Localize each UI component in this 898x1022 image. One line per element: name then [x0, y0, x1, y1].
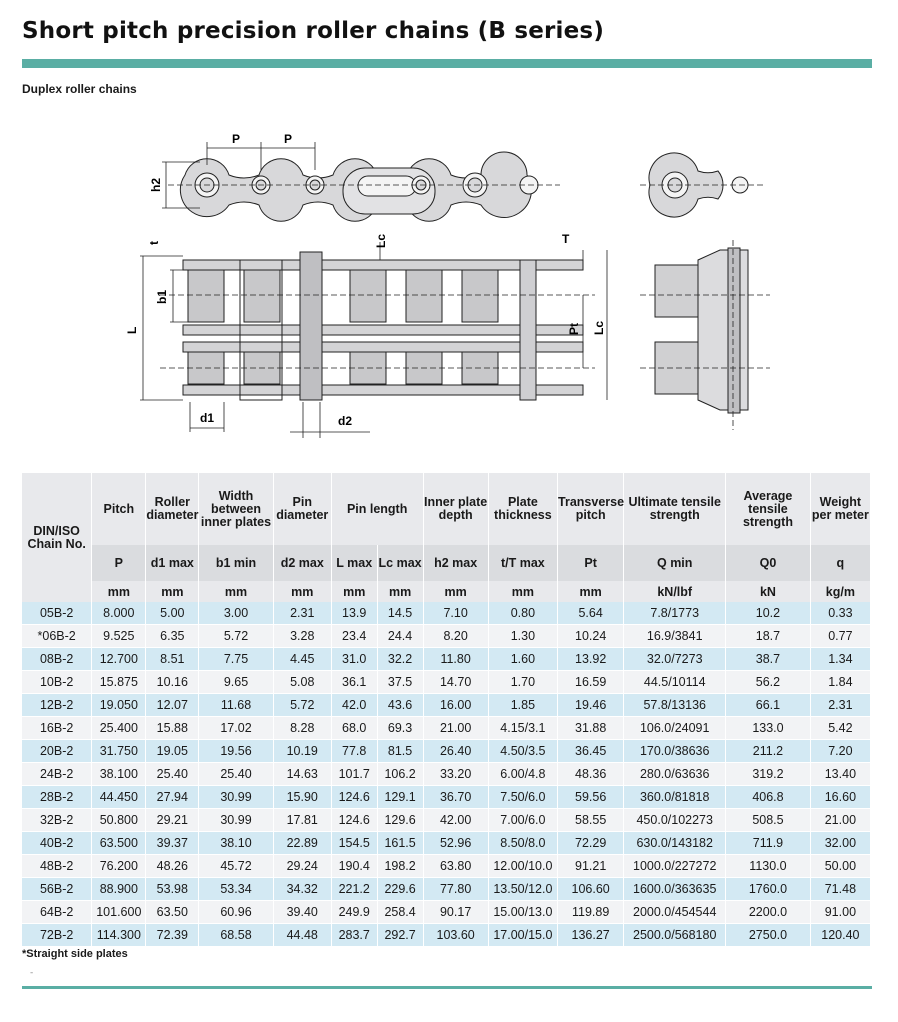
- table-cell: 450.0/102273: [624, 809, 726, 832]
- table-row: [22, 717, 871, 740]
- table-cell: 114.300: [92, 924, 146, 947]
- header-transverse-pitch: Transverse pitch: [558, 473, 624, 545]
- table-cell: 88.900: [92, 878, 146, 901]
- table-cell: 5.72: [199, 625, 273, 648]
- table-row: [22, 901, 871, 924]
- table-cell: 52.96: [424, 832, 489, 855]
- table-cell: 36.1: [332, 671, 378, 694]
- table-cell: 33.20: [424, 763, 489, 786]
- table-cell: 69.3: [378, 717, 424, 740]
- table-cell: 16.00: [424, 694, 489, 717]
- table-cell: 8.50/8.0: [489, 832, 558, 855]
- table-cell: 7.10: [424, 602, 489, 625]
- table-cell: 63.500: [92, 832, 146, 855]
- table-cell: 280.0/63636: [624, 763, 726, 786]
- table-cell: 22.89: [274, 832, 332, 855]
- table-cell: 53.34: [199, 878, 273, 901]
- table-row: [22, 832, 871, 855]
- table-cell: 292.7: [378, 924, 424, 947]
- table-cell: 72.29: [558, 832, 624, 855]
- diagram-label-Pt: Pt: [567, 323, 581, 335]
- table-cell: 106.60: [558, 878, 624, 901]
- table-cell: 8.000: [92, 602, 146, 625]
- table-cell: 10.2: [726, 602, 811, 625]
- table-cell: 258.4: [378, 901, 424, 924]
- table-cell: 4.45: [274, 648, 332, 671]
- header-width-between-plates: Width between inner plates: [199, 473, 273, 545]
- header-pin-diameter: Pin diameter: [274, 473, 332, 545]
- diagram-label-p2: P: [284, 132, 293, 146]
- table-cell: 45.72: [199, 855, 273, 878]
- table-cell: 5.00: [146, 602, 199, 625]
- chain-no-cell: 28B-2: [22, 786, 92, 809]
- bottom-accent-bar: [22, 986, 872, 989]
- table-cell: 2200.0: [726, 901, 811, 924]
- diagram-label-p1: P: [232, 132, 241, 146]
- chain-no-cell: 40B-2: [22, 832, 92, 855]
- table-cell: 106.0/24091: [624, 717, 726, 740]
- table-cell: 24.4: [378, 625, 424, 648]
- table-cell: 30.99: [199, 786, 273, 809]
- table-cell: 124.6: [332, 786, 378, 809]
- chain-no-cell: 16B-2: [22, 717, 92, 740]
- table-cell: 60.96: [199, 901, 273, 924]
- table-cell: 11.68: [199, 694, 273, 717]
- table-row: [22, 878, 871, 901]
- unit-cell: mm: [274, 581, 332, 602]
- table-cell: 283.7: [332, 924, 378, 947]
- section-subtitle: Duplex roller chains: [22, 82, 137, 96]
- table-cell: 25.40: [146, 763, 199, 786]
- table-cell: 43.6: [378, 694, 424, 717]
- table-cell: 29.21: [146, 809, 199, 832]
- table-cell: 16.9/3841: [624, 625, 726, 648]
- table-cell: 37.5: [378, 671, 424, 694]
- table-cell: 17.02: [199, 717, 273, 740]
- symbol-cell: d1 max: [146, 545, 199, 581]
- chain-no-cell: 08B-2: [22, 648, 92, 671]
- symbol-cell: q: [811, 545, 871, 581]
- chain-no-cell: 05B-2: [22, 602, 92, 625]
- title-accent-bar: [22, 59, 872, 68]
- table-cell: 101.600: [92, 901, 146, 924]
- unit-cell: kN: [726, 581, 811, 602]
- chain-no-cell: 72B-2: [22, 924, 92, 947]
- table-cell: 12.07: [146, 694, 199, 717]
- table-cell: 406.8: [726, 786, 811, 809]
- table-cell: 2000.0/454544: [624, 901, 726, 924]
- table-cell: 9.65: [199, 671, 273, 694]
- table-row: [22, 924, 871, 947]
- table-cell: 190.4: [332, 855, 378, 878]
- table-cell: 50.00: [811, 855, 871, 878]
- table-cell: 44.450: [92, 786, 146, 809]
- diagram-label-lc-side: Lc: [592, 320, 606, 335]
- table-cell: 2.31: [811, 694, 871, 717]
- table-cell: 29.24: [274, 855, 332, 878]
- table-cell: 6.35: [146, 625, 199, 648]
- table-cell: 39.37: [146, 832, 199, 855]
- table-cell: 13.50/12.0: [489, 878, 558, 901]
- header-pin-length: Pin length: [332, 473, 424, 545]
- chain-no-cell: 12B-2: [22, 694, 92, 717]
- table-cell: 5.64: [558, 602, 624, 625]
- chain-no-cell: 20B-2: [22, 740, 92, 763]
- table-cell: 19.050: [92, 694, 146, 717]
- table-cell: 0.77: [811, 625, 871, 648]
- table-cell: 56.2: [726, 671, 811, 694]
- table-cell: 19.56: [199, 740, 273, 763]
- table-cell: 63.50: [146, 901, 199, 924]
- table-cell: 1.30: [489, 625, 558, 648]
- table-cell: 4.50/3.5: [489, 740, 558, 763]
- table-row: [22, 786, 871, 809]
- table-cell: 154.5: [332, 832, 378, 855]
- table-row: [22, 809, 871, 832]
- table-cell: 17.00/15.0: [489, 924, 558, 947]
- diagram-label-T: T: [562, 232, 570, 246]
- table-cell: 34.32: [274, 878, 332, 901]
- table-cell: 6.00/4.8: [489, 763, 558, 786]
- table-cell: 15.875: [92, 671, 146, 694]
- table-cell: 44.48: [274, 924, 332, 947]
- table-cell: 7.75: [199, 648, 273, 671]
- table-cell: 76.200: [92, 855, 146, 878]
- table-cell: 2.31: [274, 602, 332, 625]
- unit-cell: mm: [378, 581, 424, 602]
- table-cell: 2750.0: [726, 924, 811, 947]
- table-cell: 0.33: [811, 602, 871, 625]
- diagram-label-b1: b1: [155, 289, 169, 304]
- table-cell: 14.63: [274, 763, 332, 786]
- symbol-cell: Lc max: [378, 545, 424, 581]
- table-cell: 44.5/10114: [624, 671, 726, 694]
- table-cell: 68.58: [199, 924, 273, 947]
- symbol-cell: t/T max: [489, 545, 558, 581]
- table-cell: 2500.0/568180: [624, 924, 726, 947]
- table-body: [22, 602, 871, 947]
- table-cell: 16.59: [558, 671, 624, 694]
- table-cell: 133.0: [726, 717, 811, 740]
- table-cell: 27.94: [146, 786, 199, 809]
- table-cell: 90.17: [424, 901, 489, 924]
- table-cell: 1.60: [489, 648, 558, 671]
- table-cell: 13.92: [558, 648, 624, 671]
- table-cell: 14.70: [424, 671, 489, 694]
- table-cell: 1130.0: [726, 855, 811, 878]
- table-cell: 1.85: [489, 694, 558, 717]
- header-average-tensile: Average tensile strength: [726, 473, 811, 545]
- table-cell: 10.24: [558, 625, 624, 648]
- table-cell: 1600.0/363635: [624, 878, 726, 901]
- header-weight: Weight per meter: [811, 473, 871, 545]
- table-cell: 13.40: [811, 763, 871, 786]
- table-cell: 7.00/6.0: [489, 809, 558, 832]
- table-cell: 1760.0: [726, 878, 811, 901]
- table-row: [22, 671, 871, 694]
- table-cell: 57.8/13136: [624, 694, 726, 717]
- table-cell: 15.90: [274, 786, 332, 809]
- table-row: [22, 648, 871, 671]
- table-cell: 77.80: [424, 878, 489, 901]
- diagram-label-h2: h2: [149, 177, 163, 192]
- table-cell: 31.750: [92, 740, 146, 763]
- table-cell: 71.48: [811, 878, 871, 901]
- diagram-label-lc-top: Lc: [374, 233, 388, 248]
- diagram-label-d1: d1: [200, 411, 215, 425]
- table-cell: 25.400: [92, 717, 146, 740]
- table-cell: 8.20: [424, 625, 489, 648]
- symbol-cell: d2 max: [274, 545, 332, 581]
- symbol-cell: h2 max: [424, 545, 489, 581]
- table-cell: 18.7: [726, 625, 811, 648]
- table-cell: 14.5: [378, 602, 424, 625]
- table-cell: 32.2: [378, 648, 424, 671]
- table-cell: 120.40: [811, 924, 871, 947]
- table-cell: 38.7: [726, 648, 811, 671]
- table-cell: 4.15/3.1: [489, 717, 558, 740]
- symbol-cell: Q0: [726, 545, 811, 581]
- table-row: [22, 625, 871, 648]
- table-cell: 91.21: [558, 855, 624, 878]
- table-cell: 8.28: [274, 717, 332, 740]
- unit-cell: mm: [489, 581, 558, 602]
- table-cell: 15.88: [146, 717, 199, 740]
- table-cell: 360.0/81818: [624, 786, 726, 809]
- chain-no-cell: *06B-2: [22, 625, 92, 648]
- table-cell: 21.00: [424, 717, 489, 740]
- table-cell: 10.16: [146, 671, 199, 694]
- unit-cell: kN/lbf: [624, 581, 726, 602]
- table-cell: 7.50/6.0: [489, 786, 558, 809]
- table-row: [22, 763, 871, 786]
- symbol-cell: Pt: [558, 545, 624, 581]
- chain-diagram: [0, 120, 898, 440]
- symbol-cell: b1 min: [199, 545, 273, 581]
- table-cell: 50.800: [92, 809, 146, 832]
- table-cell: 103.60: [424, 924, 489, 947]
- table-row: [22, 740, 871, 763]
- chain-no-cell: 32B-2: [22, 809, 92, 832]
- table-cell: 211.2: [726, 740, 811, 763]
- table-cell: 170.0/38636: [624, 740, 726, 763]
- table-cell: 136.27: [558, 924, 624, 947]
- chain-no-cell: 56B-2: [22, 878, 92, 901]
- table-cell: 72.39: [146, 924, 199, 947]
- table-cell: 59.56: [558, 786, 624, 809]
- header-roller-diameter: Roller diameter: [146, 473, 199, 545]
- unit-cell: mm: [558, 581, 624, 602]
- page-title: Short pitch precision roller chains (B series): [22, 18, 605, 44]
- chain-spec-table: [22, 473, 871, 947]
- footnote: *Straight side plates: [22, 948, 128, 960]
- table-cell: 319.2: [726, 763, 811, 786]
- table-cell: 129.1: [378, 786, 424, 809]
- table-cell: 17.81: [274, 809, 332, 832]
- table-cell: 5.42: [811, 717, 871, 740]
- table-cell: 1000.0/227272: [624, 855, 726, 878]
- table-cell: 7.8/1773: [624, 602, 726, 625]
- table-cell: 221.2: [332, 878, 378, 901]
- table-cell: 198.2: [378, 855, 424, 878]
- table-cell: 19.46: [558, 694, 624, 717]
- header-pitch: Pitch: [92, 473, 146, 545]
- table-cell: 3.00: [199, 602, 273, 625]
- table-cell: 1.84: [811, 671, 871, 694]
- table-cell: 58.55: [558, 809, 624, 832]
- table-cell: 7.20: [811, 740, 871, 763]
- table-cell: 23.4: [332, 625, 378, 648]
- table-cell: 16.60: [811, 786, 871, 809]
- table-cell: 119.89: [558, 901, 624, 924]
- unit-cell: mm: [424, 581, 489, 602]
- table-row: [22, 602, 871, 625]
- table-cell: 42.0: [332, 694, 378, 717]
- table-cell: 48.36: [558, 763, 624, 786]
- symbol-cell: P: [92, 545, 146, 581]
- unit-cell: kg/m: [811, 581, 871, 602]
- table-cell: 32.00: [811, 832, 871, 855]
- header-unit-row: [22, 581, 871, 602]
- table-cell: 68.0: [332, 717, 378, 740]
- table-cell: 32.0/7273: [624, 648, 726, 671]
- table-cell: 77.8: [332, 740, 378, 763]
- table-cell: 38.100: [92, 763, 146, 786]
- table-cell: 36.45: [558, 740, 624, 763]
- table-cell: 1.34: [811, 648, 871, 671]
- unit-cell: mm: [199, 581, 273, 602]
- table-cell: 630.0/143182: [624, 832, 726, 855]
- table-cell: 129.6: [378, 809, 424, 832]
- table-cell: 66.1: [726, 694, 811, 717]
- header-ultimate-tensile: Ultimate tensile strength: [624, 473, 726, 545]
- diagram-label-d2: d2: [338, 414, 353, 428]
- table-cell: 91.00: [811, 901, 871, 924]
- table-cell: 31.88: [558, 717, 624, 740]
- table-cell: 0.80: [489, 602, 558, 625]
- unit-cell: mm: [146, 581, 199, 602]
- symbol-cell: Q min: [624, 545, 726, 581]
- table-cell: 19.05: [146, 740, 199, 763]
- table-cell: 21.00: [811, 809, 871, 832]
- table-cell: 508.5: [726, 809, 811, 832]
- table-cell: 11.80: [424, 648, 489, 671]
- unit-cell: mm: [92, 581, 146, 602]
- diagram-label-L: L: [125, 326, 139, 334]
- table-cell: 249.9: [332, 901, 378, 924]
- header-symbol-row: [22, 545, 871, 581]
- table-cell: 5.08: [274, 671, 332, 694]
- diagram-label-t: t: [147, 241, 161, 245]
- chain-no-cell: 64B-2: [22, 901, 92, 924]
- table-cell: 42.00: [424, 809, 489, 832]
- table-row: [22, 694, 871, 717]
- header-plate-thickness: Plate thickness: [489, 473, 558, 545]
- header-inner-plate-depth: Inner plate depth: [424, 473, 489, 545]
- unit-cell: mm: [332, 581, 378, 602]
- table-cell: 1.70: [489, 671, 558, 694]
- table-cell: 25.40: [199, 763, 273, 786]
- table-cell: 39.40: [274, 901, 332, 924]
- table-cell: 8.51: [146, 648, 199, 671]
- table-cell: 38.10: [199, 832, 273, 855]
- table-cell: 106.2: [378, 763, 424, 786]
- table-cell: 161.5: [378, 832, 424, 855]
- table-cell: 13.9: [332, 602, 378, 625]
- header-chain-no: DIN/ISO Chain No.: [22, 473, 92, 602]
- table-cell: 81.5: [378, 740, 424, 763]
- table-cell: 101.7: [332, 763, 378, 786]
- table-cell: 229.6: [378, 878, 424, 901]
- chain-no-cell: 48B-2: [22, 855, 92, 878]
- table-cell: 31.0: [332, 648, 378, 671]
- decorative-dash: -: [30, 968, 34, 978]
- table-cell: 12.700: [92, 648, 146, 671]
- table-cell: 15.00/13.0: [489, 901, 558, 924]
- chain-no-cell: 24B-2: [22, 763, 92, 786]
- table-cell: 3.28: [274, 625, 332, 648]
- table-cell: 5.72: [274, 694, 332, 717]
- table-cell: 124.6: [332, 809, 378, 832]
- table-cell: 53.98: [146, 878, 199, 901]
- table-row: [22, 855, 871, 878]
- table-cell: 10.19: [274, 740, 332, 763]
- table-cell: 63.80: [424, 855, 489, 878]
- symbol-cell: L max: [332, 545, 378, 581]
- table-cell: 711.9: [726, 832, 811, 855]
- table-cell: 30.99: [199, 809, 273, 832]
- table-cell: 26.40: [424, 740, 489, 763]
- table-cell: 36.70: [424, 786, 489, 809]
- chain-no-cell: 10B-2: [22, 671, 92, 694]
- table-cell: 9.525: [92, 625, 146, 648]
- table-cell: 12.00/10.0: [489, 855, 558, 878]
- table-cell: 48.26: [146, 855, 199, 878]
